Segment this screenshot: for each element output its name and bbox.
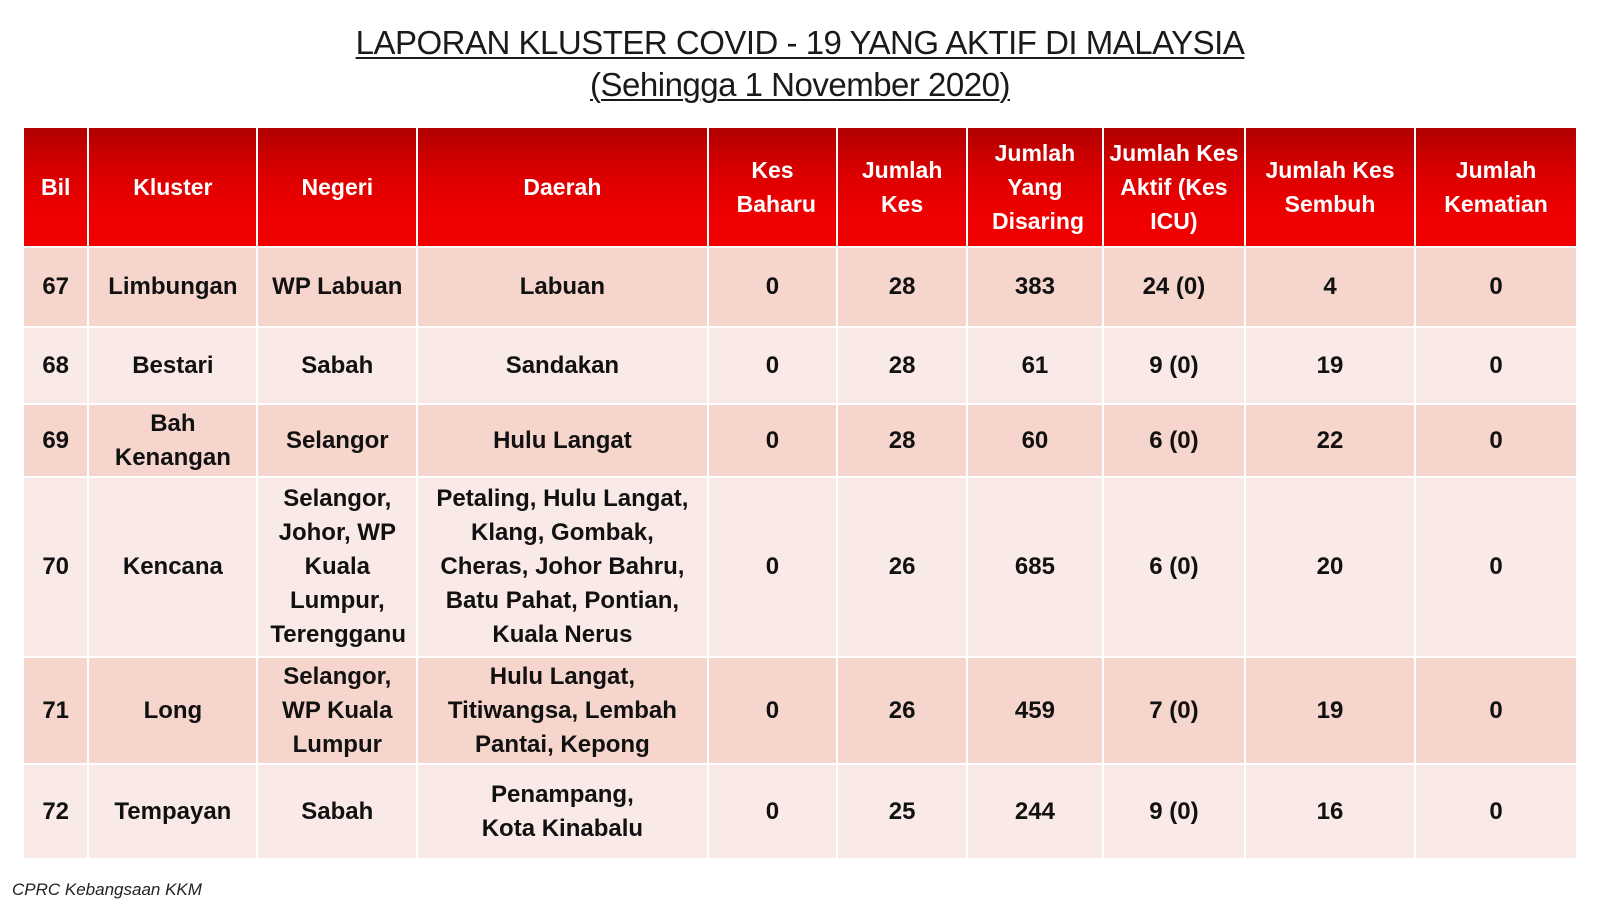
cell-jumlah-disaring: 61: [967, 327, 1103, 404]
cell-negeri: Selangor, WP Kuala Lumpur: [257, 657, 417, 764]
title-line-2: (Sehingga 1 November 2020): [590, 66, 1010, 103]
header-jumlah-disaring: Jumlah Yang Disaring: [967, 127, 1103, 247]
cell-daerah: Labuan: [417, 247, 707, 327]
cell-kes-sembuh: 16: [1245, 764, 1415, 859]
cell-kes-baharu: 0: [708, 404, 838, 477]
cell-daerah: Petaling, Hulu Langat, Klang, Gombak, Cheras, Johor Bahru, Batu Pahat, Pontian, Kuala Nerus: [417, 477, 707, 657]
cell-kes-aktif: 24 (0): [1103, 247, 1245, 327]
cell-bil: 70: [23, 477, 88, 657]
cell-negeri: Sabah: [257, 327, 417, 404]
cell-kluster: Bah Kenangan: [88, 404, 257, 477]
header-kes-baharu: Kes Baharu: [708, 127, 838, 247]
cell-bil: 67: [23, 247, 88, 327]
cell-kematian: 0: [1415, 404, 1577, 477]
cell-daerah: Hulu Langat: [417, 404, 707, 477]
cell-jumlah-disaring: 60: [967, 404, 1103, 477]
cell-kematian: 0: [1415, 327, 1577, 404]
cell-kes-sembuh: 20: [1245, 477, 1415, 657]
cell-daerah: Sandakan: [417, 327, 707, 404]
cell-kes-aktif: 6 (0): [1103, 477, 1245, 657]
cell-jumlah-kes: 28: [837, 404, 967, 477]
cell-kes-sembuh: 19: [1245, 657, 1415, 764]
cell-bil: 68: [23, 327, 88, 404]
title-line-1: LAPORAN KLUSTER COVID - 19 YANG AKTIF DI MALAYSIA: [355, 24, 1245, 61]
cell-jumlah-disaring: 459: [967, 657, 1103, 764]
cell-jumlah-kes: 26: [837, 657, 967, 764]
cell-jumlah-kes: 26: [837, 477, 967, 657]
cell-negeri: Selangor, Johor, WP Kuala Lumpur, Terengganu: [257, 477, 417, 657]
table-header-row: [23, 127, 1577, 247]
cell-kes-baharu: 0: [708, 477, 838, 657]
table-row: [23, 247, 1577, 327]
cell-kes-baharu: 0: [708, 764, 838, 859]
table-row: [23, 404, 1577, 477]
cell-kluster: Long: [88, 657, 257, 764]
cell-kes-sembuh: 19: [1245, 327, 1415, 404]
table-row: [23, 764, 1577, 859]
cell-jumlah-kes: 28: [837, 247, 967, 327]
header-jumlah-kes-sembuh: Jumlah Kes Sembuh: [1245, 127, 1415, 247]
cell-kes-baharu: 0: [708, 247, 838, 327]
cell-kes-baharu: 0: [708, 657, 838, 764]
table-row: [23, 477, 1577, 657]
cell-jumlah-disaring: 383: [967, 247, 1103, 327]
header-jumlah-kes: Jumlah Kes: [837, 127, 967, 247]
cell-kematian: 0: [1415, 477, 1577, 657]
cell-kes-sembuh: 4: [1245, 247, 1415, 327]
table-row: [23, 657, 1577, 764]
cell-kematian: 0: [1415, 657, 1577, 764]
header-bil: Bil: [23, 127, 88, 247]
cluster-table: [22, 126, 1578, 860]
header-daerah: Daerah: [417, 127, 707, 247]
cell-kes-aktif: 7 (0): [1103, 657, 1245, 764]
header-jumlah-kes-aktif: Jumlah Kes Aktif (Kes ICU): [1103, 127, 1245, 247]
cell-negeri: Sabah: [257, 764, 417, 859]
header-negeri: Negeri: [257, 127, 417, 247]
cell-bil: 72: [23, 764, 88, 859]
cell-kes-aktif: 9 (0): [1103, 764, 1245, 859]
cell-kes-sembuh: 22: [1245, 404, 1415, 477]
source-footnote: CPRC Kebangsaan KKM: [12, 880, 202, 899]
cell-kes-aktif: 6 (0): [1103, 404, 1245, 477]
cell-jumlah-kes: 28: [837, 327, 967, 404]
cell-kes-baharu: 0: [708, 327, 838, 404]
cell-bil: 71: [23, 657, 88, 764]
table-row: [23, 327, 1577, 404]
cell-negeri: Selangor: [257, 404, 417, 477]
cell-bil: 69: [23, 404, 88, 477]
cell-kematian: 0: [1415, 247, 1577, 327]
cell-daerah: Penampang, Kota Kinabalu: [417, 764, 707, 859]
cell-kluster: Bestari: [88, 327, 257, 404]
cell-jumlah-disaring: 685: [967, 477, 1103, 657]
report-title: [0, 22, 1600, 106]
header-jumlah-kematian: Jumlah Kematian: [1415, 127, 1577, 247]
cell-kluster: Limbungan: [88, 247, 257, 327]
cell-kematian: 0: [1415, 764, 1577, 859]
cell-kluster: Kencana: [88, 477, 257, 657]
cell-daerah: Hulu Langat, Titiwangsa, Lembah Pantai, Kepong: [417, 657, 707, 764]
cell-jumlah-disaring: 244: [967, 764, 1103, 859]
cell-kes-aktif: 9 (0): [1103, 327, 1245, 404]
header-kluster: Kluster: [88, 127, 257, 247]
cell-kluster: Tempayan: [88, 764, 257, 859]
cell-jumlah-kes: 25: [837, 764, 967, 859]
cell-negeri: WP Labuan: [257, 247, 417, 327]
